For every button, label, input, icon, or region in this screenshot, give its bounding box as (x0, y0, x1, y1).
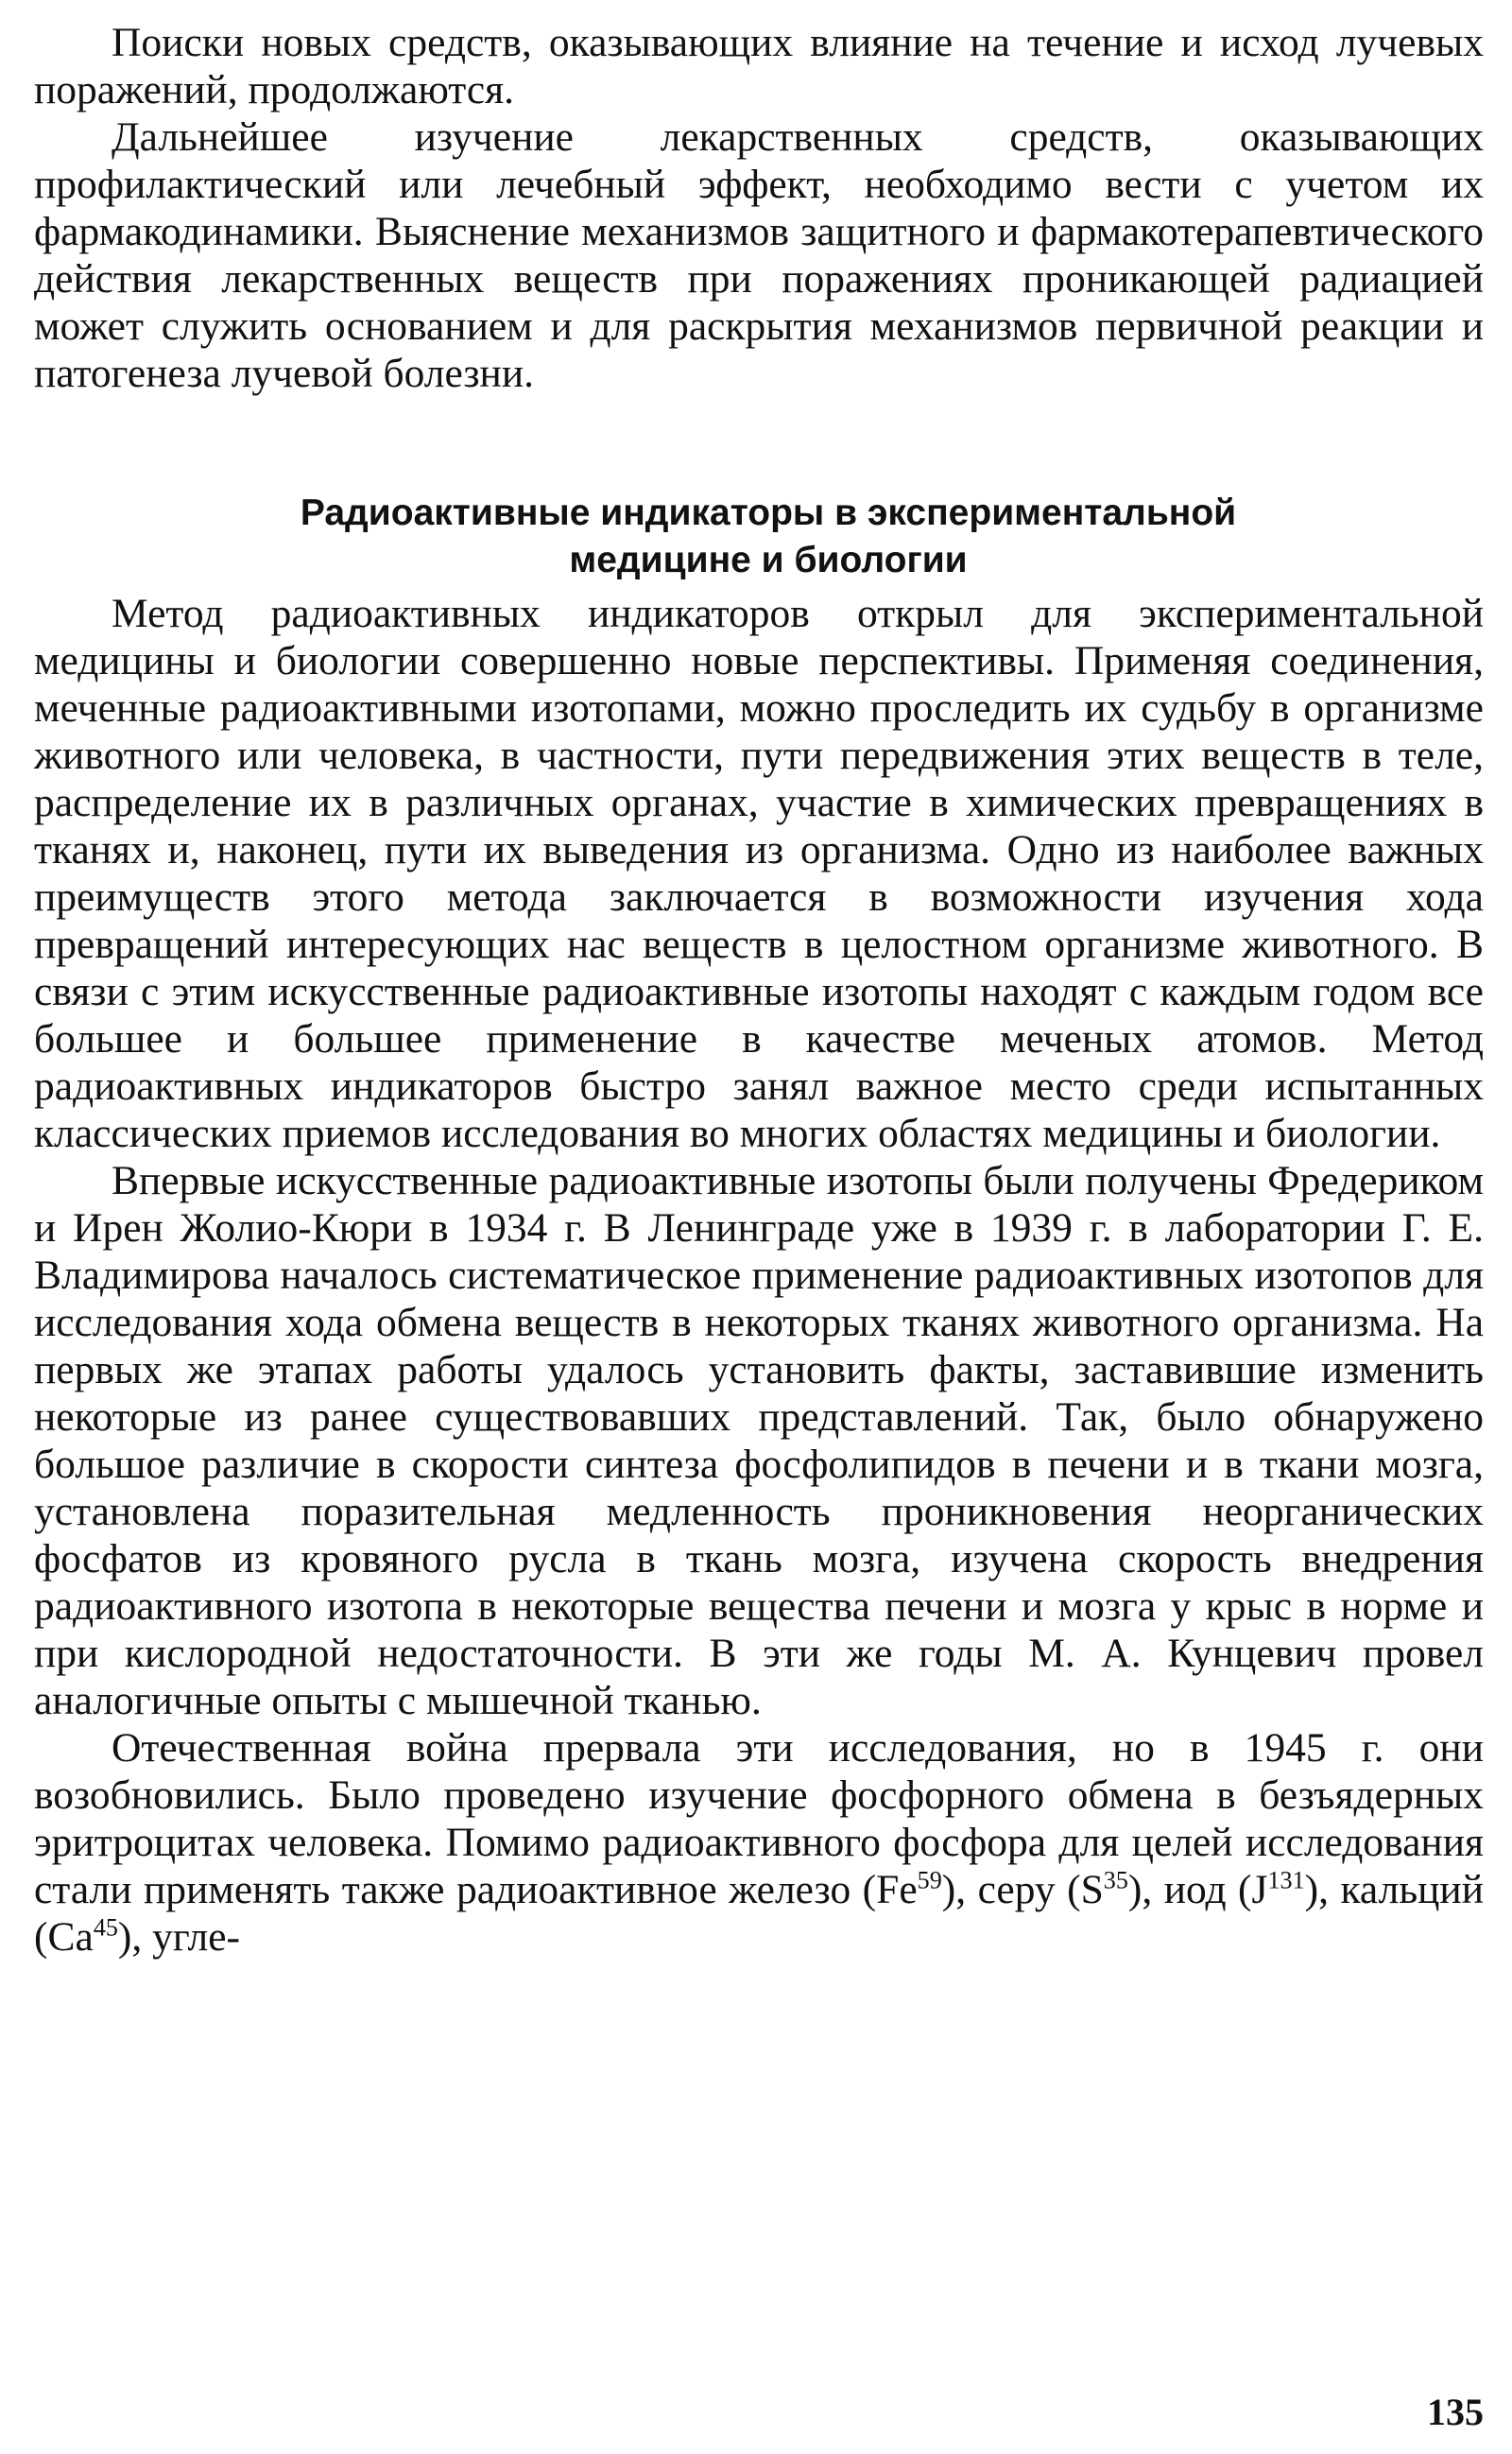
paragraph: Поиски новых средств, оказывающих влияние на течение и исход лучевых поражений, продолжаются. (34, 20, 1484, 112)
section-heading (34, 490, 1484, 584)
paragraph: Метод радиоактивных индикаторов открыл для экспериментальной медицины и биологии совершенно новые перспективы. Применяя соединения, меченные радиоактивными изотопами, можно проследить их судьбу в организме животного или человека, в частности, пути передвижения этих веществ в теле, распределение их в различных органах, участие в химических превращениях в тканях и, наконец, пути их выведения из организма. Одно из наиболее важных преимуществ этого метода заключается в возможности изучения хода превращений интересующих нас веществ в целостном организме животного. В связи с этим искусственные радиоактивные изотопы находят с каждым годом все большее и большее применение в качестве меченых атомов. Метод радиоактивных индикаторов быстро занял важное место среди испытанных классических приемов исследования во многих областях медицины и биологии. (34, 591, 1484, 1156)
page-body (34, 19, 1484, 1961)
text-run: ), угле- (117, 1914, 241, 1960)
isotope-mass-number: 59 (917, 1866, 942, 1894)
section-heading-line: медицине и биологии (569, 540, 968, 580)
isotope-mass-number: 35 (1103, 1866, 1128, 1894)
text-run: ), серу (S (941, 1867, 1104, 1912)
text-run: ), иод (J (1127, 1867, 1268, 1912)
section-heading-line: Радиоактивные индикаторы в экспериментальной (300, 493, 1237, 533)
text-run: ), кальций (Ca (34, 1867, 1484, 1960)
paragraph (34, 1724, 1484, 1961)
text-run: Отечественная война прервала эти исследования, но в 1945 г. они возобновились. Было проведено изучение фосфорного обмена в безъядерных эритроцитах человека. Помимо радиоактивного фосфора для целей исследования стали применять также радиоактивное железо (Fe (34, 1725, 1484, 1912)
page-number: 135 (1427, 2391, 1484, 2433)
paragraph: Впервые искусственные радиоактивные изотопы были получены Фредериком и Ирен Жолио-Кюри в 1934 г. В Ленинграде уже в 1939 г. в лаборатории Г. Е. Владимирова началось систематическое применение радиоактивных изотопов для исследования хода обмена веществ в некоторых тканях животного организма. На первых же этапах работы удалось установить факты, заставившие изменить некоторые из ранее существовавших представлений. Так, было обнаружено большое различие в скорости синтеза фосфолипидов в печени и в ткани мозга, установлена поразительная медленность проникновения неорганических фосфатов из кровяного русла в ткань мозга, изучена скорость внедрения радиоактивного изотопа в некоторые вещества печени и мозга у крыс в норме и при кислородной недостаточности. В эти же годы М. А. Кунцевич провел аналогичные опыты с мышечной тканью. (34, 1158, 1484, 1723)
isotope-mass-number: 131 (1267, 1866, 1305, 1894)
isotope-mass-number: 45 (93, 1913, 118, 1942)
paragraph: Дальнейшее изучение лекарственных средств, оказывающих профилактический или лечебный эффект, необходимо вести с учетом их фармакодинамики. Выяснение механизмов защитного и фармакотерапевтического действия лекарственных веществ при поражениях проникающей радиацией может служить основанием и для раскрытия механизмов первичной реакции и патогенеза лучевой болезни. (34, 114, 1484, 396)
